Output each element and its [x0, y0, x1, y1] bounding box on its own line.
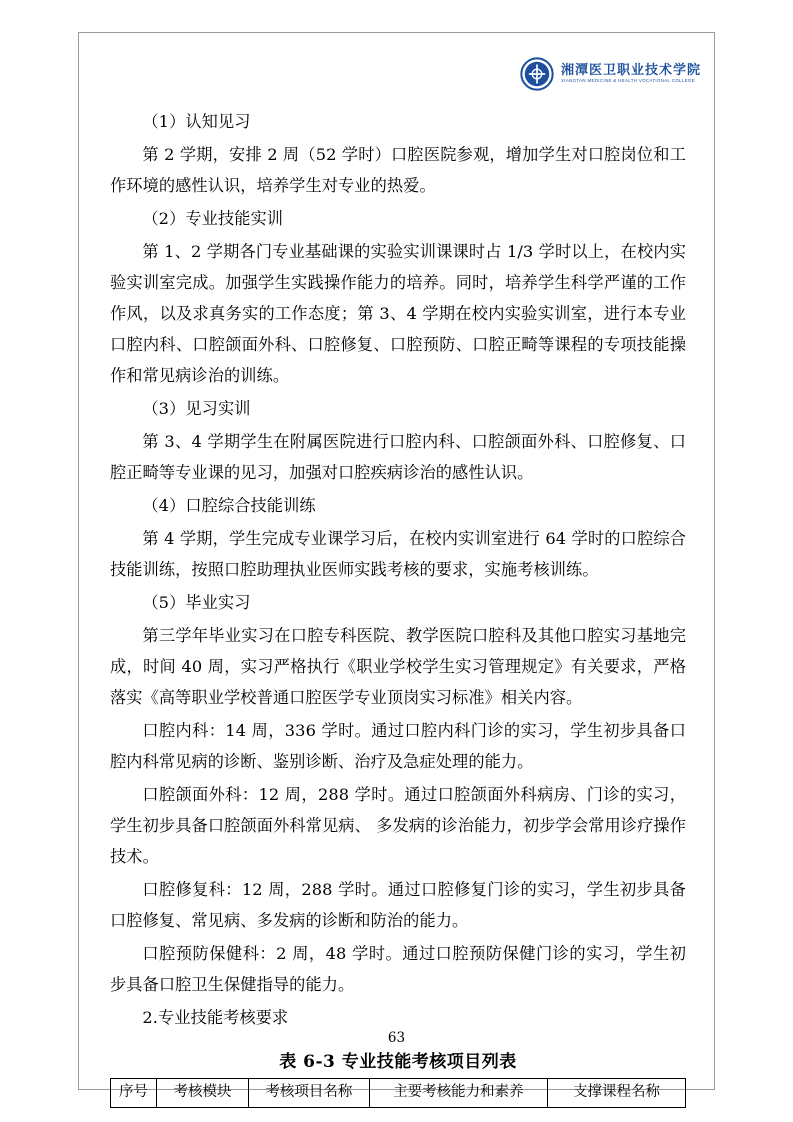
- paragraph: 第 1、2 学期各门专业基础课的实验实训课课时占 1/3 学时以上，在校内实验实训室完成。加强学生实践操作能力的培养。同时，培养学生科学严谨的工作作风，以及求真务实的工作态度；第 3、4 学期在校内实验实训室，进行本专业口腔内科、口腔颌面外科、口腔修复、口腔预防、口腔正畸等课程的专项技能操作和常见病诊治的训练。: [110, 242, 686, 385]
- paragraph: 第 2 学期，安排 2 周（52 学时）口腔医院参观，增加学生对口腔岗位和工作环境的感性认识，培养学生对专业的热爱。: [110, 145, 686, 195]
- university-emblem-icon: [520, 57, 554, 91]
- paragraph: 第 4 学期，学生完成专业课学习后，在校内实训室进行 64 学时的口腔综合技能训练，按照口腔助理执业医师实践考核的要求，实施考核训练。: [110, 529, 686, 579]
- paragraph: 第 3、4 学期学生在附属医院进行口腔内科、口腔颌面外科、口腔修复、口腔正畸等专业课的见习，加强对口腔疾病诊治的感性认识。: [110, 432, 686, 482]
- table-row: [111, 1079, 686, 1108]
- paragraph: （2）专业技能实训: [142, 209, 284, 228]
- paragraph: 口腔预防保健科：2 周，48 学时。通过口腔预防保健门诊的实习，学生初步具备口腔卫生保健指导的能力。: [110, 944, 686, 994]
- table-header-cell: 序号: [111, 1079, 157, 1108]
- logo-text-block: [561, 64, 701, 84]
- table-header-cell: 主要考核能力和素养: [369, 1079, 547, 1108]
- paragraph: 口腔修复科：12 周，288 学时。通过口腔修复门诊的实习，学生初步具备口腔修复、常见病、多发病的诊断和防治的能力。: [110, 880, 686, 930]
- table-header-cell: 考核模块: [157, 1079, 249, 1108]
- paragraph: （1）认知见习: [142, 112, 251, 131]
- table-header-cell: 考核项目名称: [249, 1079, 370, 1108]
- paragraph: 第三学年毕业实习在口腔专科医院、教学医院口腔科及其他口腔实习基地完成，时间 40 周，实习严格执行《职业学校学生实习管理规定》有关要求，严格落实《高等职业学校普通口腔医学专业顶岗实习标准》相关内容。: [110, 626, 686, 707]
- skill-assessment-table: [110, 1078, 686, 1108]
- logo-english-name: XIANGTAN MEDICINE & HEALTH VOCATIONAL COLLEGE: [560, 78, 695, 84]
- logo-chinese-name: 湘潭医卫职业技术学院: [560, 62, 701, 78]
- paragraph: 口腔内科：14 周，336 学时。通过口腔内科门诊的实习，学生初步具备口腔内科常见病的诊断、鉴别诊断、治疗及急症处理的能力。: [110, 721, 686, 771]
- paragraph: （4）口腔综合技能训练: [142, 496, 316, 515]
- document-body: [110, 106, 686, 1108]
- table-header-cell: 支撑课程名称: [548, 1079, 686, 1108]
- paragraph: 口腔颌面外科：12 周，288 学时。通过口腔颌面外科病房、门诊的实习，学生初步具备口腔颌面外科常见病、 多发病的诊治能力，初步学会常用诊疗操作技术。: [110, 785, 686, 866]
- paragraph: （5）毕业实习: [142, 593, 251, 612]
- paragraph: 2.专业技能考核要求: [142, 1008, 289, 1027]
- paragraph: （3）见习实训: [142, 399, 251, 418]
- page-number: 63: [387, 1030, 406, 1046]
- college-logo: [520, 57, 701, 91]
- table-title: 表 6-3 专业技能考核项目列表: [279, 1052, 517, 1072]
